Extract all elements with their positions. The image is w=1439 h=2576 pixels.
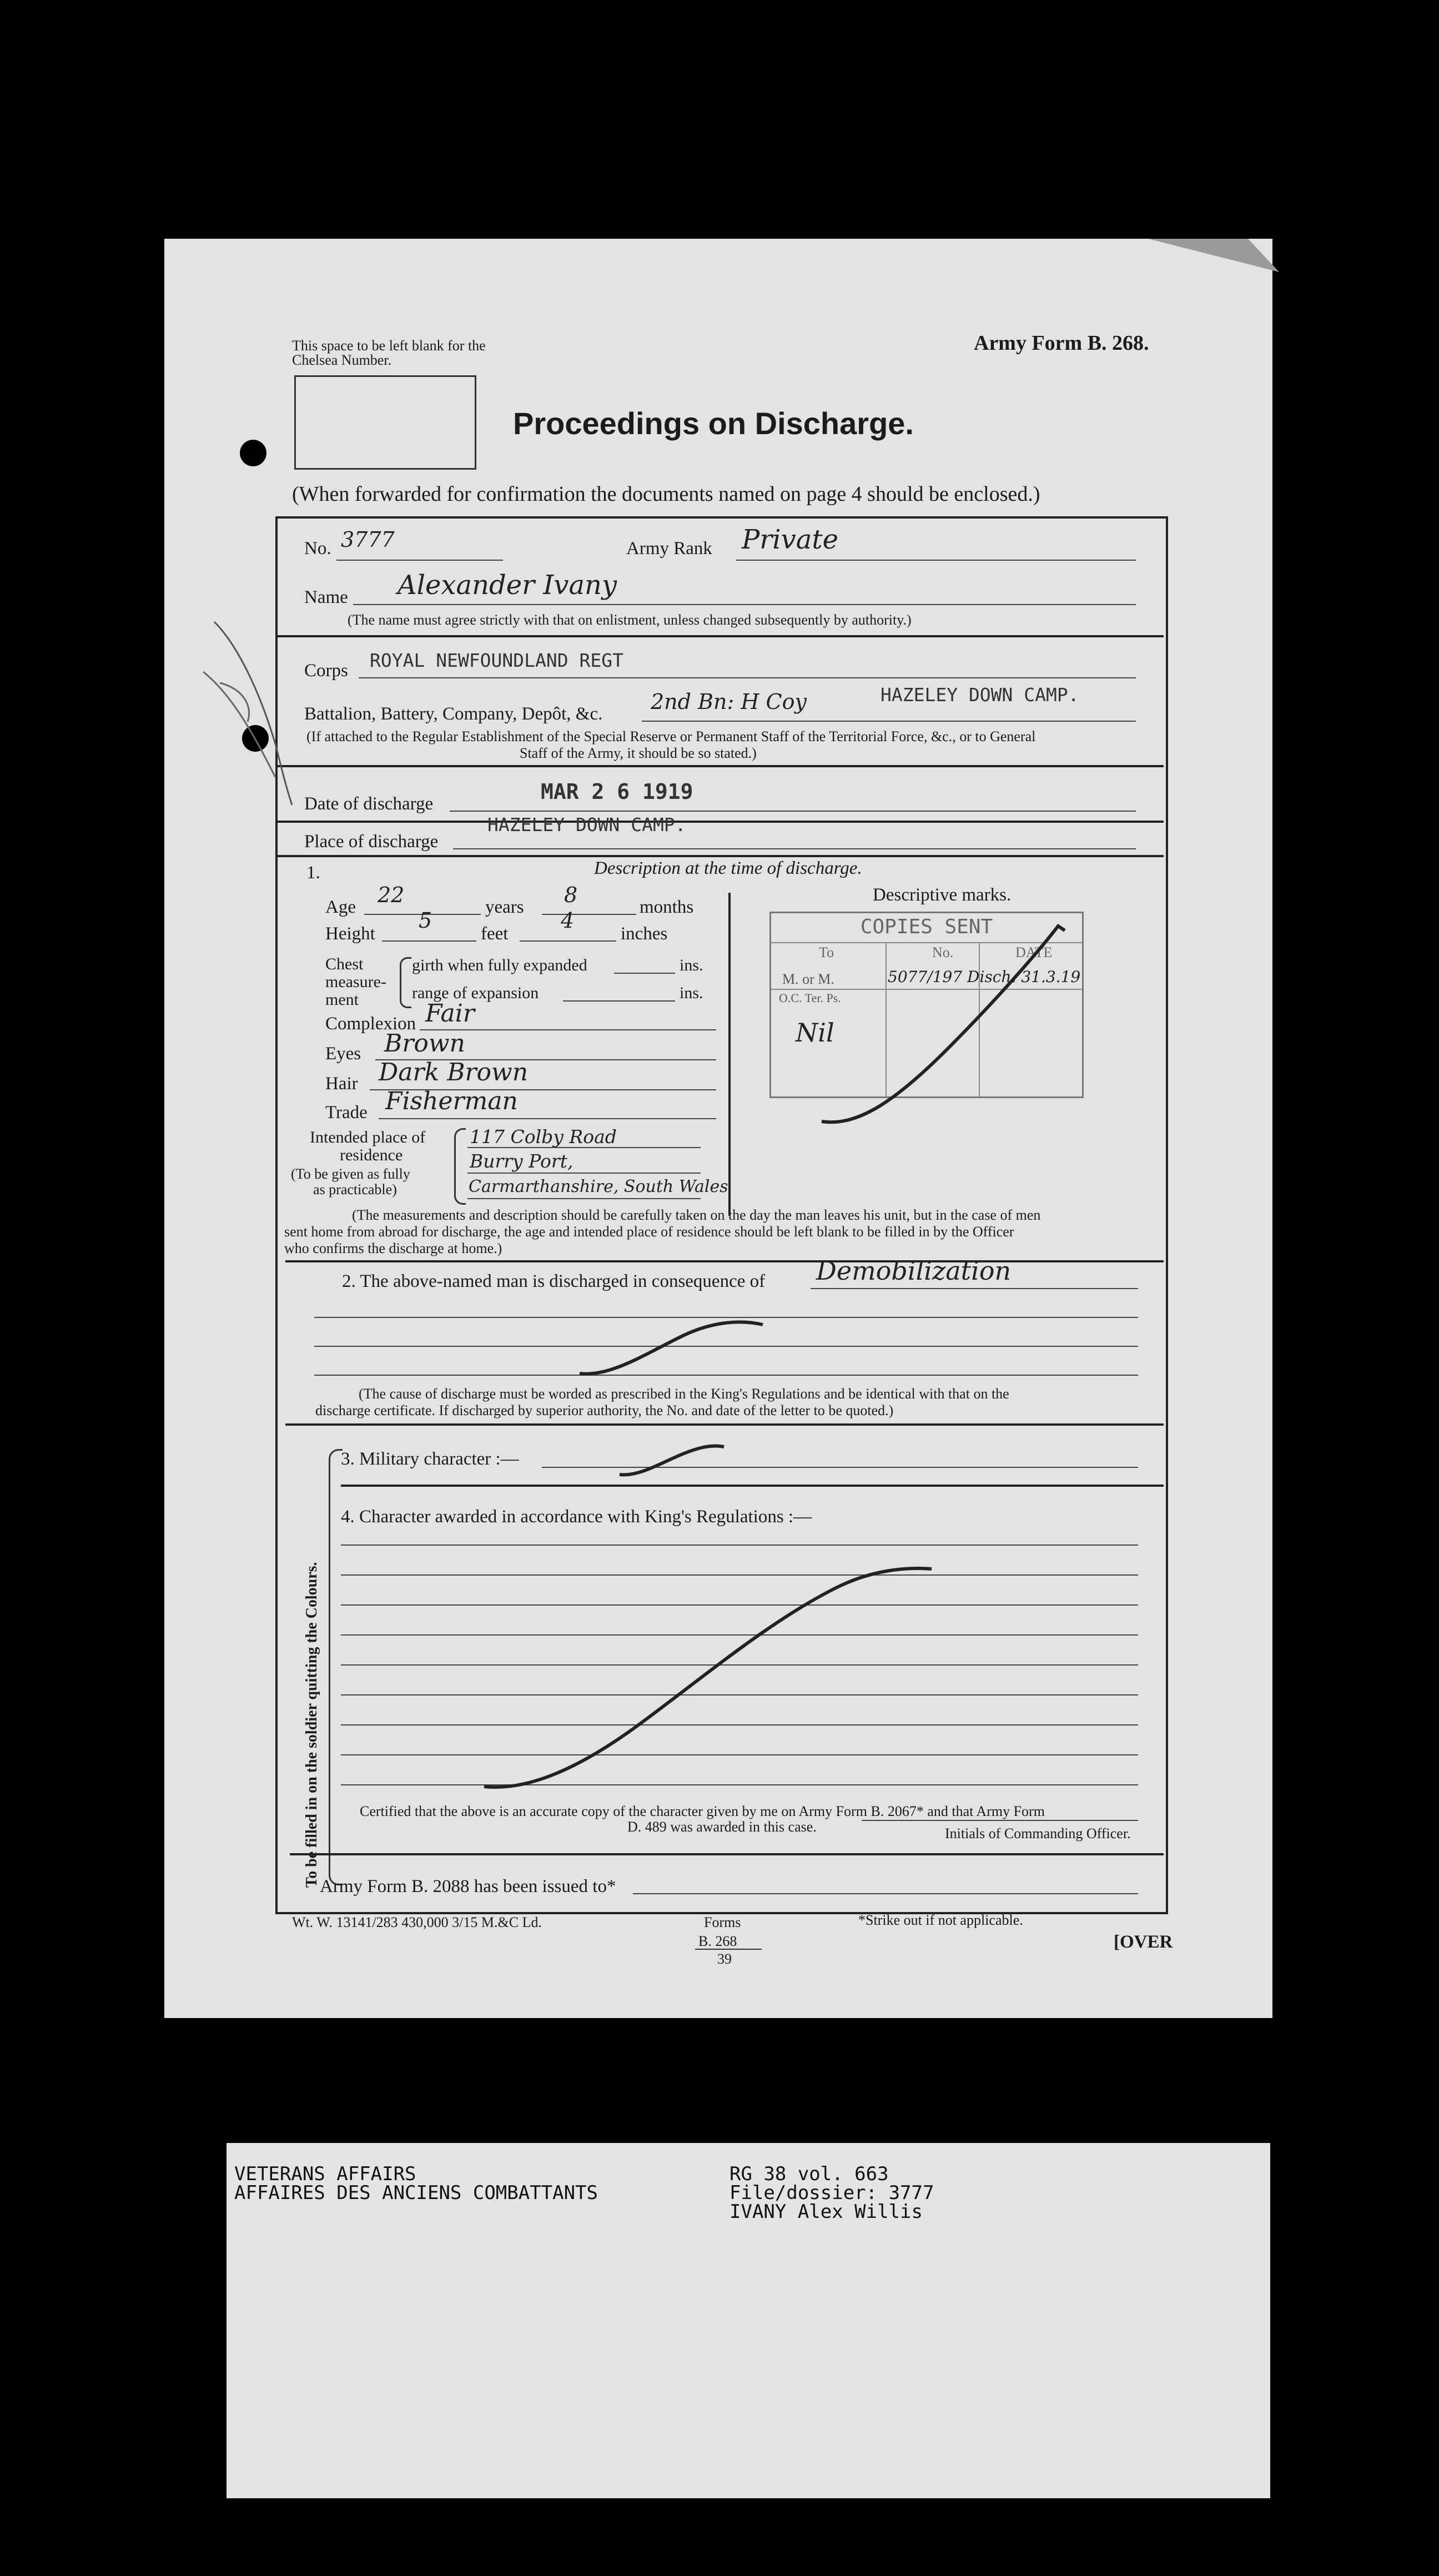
height-feet: 5 (419, 908, 432, 933)
section-1-number: 1. (306, 863, 320, 883)
copies-sent-title: COPIES SENT (860, 915, 993, 938)
hair-value: Dark Brown (379, 1058, 529, 1086)
stamp-col-no: No. (932, 944, 954, 960)
discharge-reason: Demobilization (816, 1256, 1012, 1286)
rule-2 (278, 765, 1164, 767)
enclosure-instruction: (When forwarded for confirmation the documents named on page 4 should be enclosed.) (292, 482, 1040, 506)
hair-label: Hair (325, 1074, 358, 1094)
discharge-date-stamp: MAR 2 6 1919 (541, 779, 693, 804)
side-label: To be filled in on the soldier quitting the Colours. (303, 1562, 320, 1888)
eyes-label: Eyes (325, 1044, 361, 1064)
discharge-form-page (164, 239, 1272, 2018)
battalion-note-2: Staff of the Army, it should be so stated.) (520, 745, 757, 761)
over-marker: [OVER (1114, 1932, 1173, 1952)
eyes-value: Brown (384, 1029, 465, 1058)
rule-1 (278, 635, 1164, 637)
chest-brace (400, 957, 411, 1008)
section-4-text: 4. Character awarded in accordance with King's Regulations :— (341, 1507, 812, 1527)
initials-label: Initials of Commanding Officer. (945, 1825, 1131, 1842)
certification-2: D. 489 was awarded in this case. (627, 1819, 817, 1835)
chest-label-2: measure- (325, 973, 386, 991)
stamp-row2-label: O.C. Ter. Ps. (779, 991, 841, 1005)
section-1-heading: Description at the time of discharge. (594, 858, 862, 878)
chest-label-3: ment (325, 990, 359, 1009)
residence-line-3: Carmarthanshire, South Wales (469, 1177, 728, 1196)
discharge-place-stamp: HAZELEY DOWN CAMP. (487, 814, 686, 836)
forms-label-2: B. 268 (698, 1933, 737, 1949)
trade-label: Trade (325, 1103, 368, 1123)
rank-label: Army Rank (626, 539, 712, 559)
chelsea-note: This space to be left blank for the Chelsea Number. (292, 338, 486, 368)
forms-label-3: 39 (717, 1951, 732, 1967)
months-label: months (640, 897, 694, 917)
name-note: (The name must agree strictly with that on enlistment, unless changed subsequently by authority.) (348, 612, 912, 628)
residence-label-2: residence (340, 1146, 403, 1164)
file-number: File/dossier: 3777 (729, 2182, 934, 2204)
battalion-note-1: (If attached to the Regular Establishment of the Special Reserve or Permanent Staff of the Territorial Force, &c., or to General (306, 728, 1036, 744)
height-inches: 4 (561, 908, 575, 933)
descriptive-marks-label: Descriptive marks. (873, 885, 1012, 905)
girth-line (614, 973, 675, 974)
residence-rule-2 (467, 1173, 701, 1174)
strike-note: *Strike out if not applicable. (858, 1912, 1023, 1928)
complexion-label: Complexion (325, 1014, 416, 1034)
stamp-row1-label: M. or M. (782, 971, 834, 987)
dept-english: VETERANS AFFAIRS (234, 2163, 416, 2185)
initials-line (862, 1820, 1138, 1821)
certification-1: Certified that the above is an accurate copy of the character given by me on Army Form B. 2067* and that Army Form (360, 1803, 1045, 1819)
regimental-number: 3777 (341, 527, 395, 552)
years-label: years (485, 897, 524, 917)
issued-text: Army Form B. 2088 has been issued to* (320, 1876, 616, 1896)
girth-label: girth when fully expanded (412, 956, 587, 974)
residence-brace (454, 1128, 466, 1205)
issued-line (633, 1893, 1138, 1894)
battalion-line (642, 721, 1136, 722)
residence-line-1: 117 Colby Road (470, 1126, 617, 1148)
dept-french: AFFAIRES DES ANCIENS COMBATTANTS (234, 2182, 598, 2204)
discharge-date-line (450, 811, 1136, 812)
rank-value: Private (742, 524, 839, 555)
rule-6 (285, 1423, 1164, 1426)
residence-line-2: Burry Port, (470, 1150, 573, 1172)
stamp-col-date: DATE (1015, 944, 1053, 960)
page-corner-curl (1148, 233, 1281, 294)
trade-value: Fisherman (385, 1087, 518, 1115)
height-feet-line (382, 940, 476, 942)
section-2-strikethrough (577, 1316, 766, 1382)
age-years: 22 (378, 883, 405, 907)
range-label: range of expansion (412, 984, 539, 1002)
discharge-place-label: Place of discharge (304, 832, 439, 852)
reason-line (811, 1288, 1138, 1289)
rank-line (736, 560, 1136, 561)
range-ins: ins. (680, 984, 703, 1002)
record-group: RG 38 vol. 663 (729, 2163, 889, 2185)
stamp-col-to: To (819, 944, 834, 960)
no-label: No. (304, 539, 331, 559)
battalion-label: Battalion, Battery, Company, Depôt, &c. (304, 704, 603, 724)
battalion-value: 2nd Bn: H Coy (651, 690, 807, 714)
rule-7 (341, 1485, 1164, 1487)
range-line (563, 1000, 675, 1002)
residence-rule-3 (467, 1198, 701, 1199)
rule-5 (285, 1260, 1164, 1262)
form-title: Proceedings on Discharge. (513, 406, 914, 441)
section-2-note-2: discharge certificate. If discharged by superior authority, the No. and date of the letter to be quoted.) (315, 1402, 894, 1418)
residence-label-1: Intended place of (310, 1128, 426, 1146)
no-line (336, 560, 503, 561)
corps-label: Corps (304, 661, 348, 681)
residence-label-3: (To be given as fully (291, 1166, 410, 1182)
trade-line (379, 1118, 716, 1119)
rule-4 (278, 855, 1164, 857)
chest-label-1: Chest (325, 955, 364, 973)
section-1-note-1: (The measurements and description should be carefully taken on the day the man leaves his unit, but in the case of men (352, 1207, 1041, 1223)
residence-label-4: as practicable) (313, 1181, 397, 1198)
forms-fraction-bar (695, 1949, 762, 1950)
corps-line (359, 677, 1136, 678)
height-inches-line (520, 940, 616, 942)
archive-label-card (227, 2143, 1270, 2498)
binder-hole-upper (240, 440, 266, 466)
age-label: Age (325, 897, 356, 917)
discharge-place-line (453, 848, 1136, 849)
person-name: IVANY Alex Willis (729, 2201, 923, 2223)
girth-ins: ins. (680, 956, 703, 974)
forms-label-1: Forms (704, 1914, 741, 1930)
age-months-line (542, 914, 636, 915)
section-1-divider (728, 893, 731, 1216)
stamp-row1-entry: 5077/197 Disch. 31.3.19 (888, 968, 1081, 986)
section-1-note-3: who confirms the discharge at home.) (284, 1240, 502, 1256)
section-2-note-1: (The cause of discharge must be worded as prescribed in the King's Regulations and be identical with that on the (359, 1386, 1009, 1402)
stamp-nil: Nil (796, 1018, 834, 1048)
rule-3 (278, 821, 1164, 823)
section-4-strikethrough (481, 1554, 936, 1799)
section-3-strikethrough (617, 1438, 728, 1482)
complexion-value: Fair (425, 999, 475, 1028)
discharge-date-label: Date of discharge (304, 794, 434, 814)
battalion-stamp: HAZELEY DOWN CAMP. (880, 684, 1079, 706)
section-1-note-2: sent home from abroad for discharge, the age and intended place of residence should be left blank to be filled in by the Officer (284, 1224, 1014, 1240)
section-2-text: 2. The above-named man is discharged in consequence of (342, 1271, 766, 1291)
inches-label: inches (621, 924, 668, 944)
name-line (353, 604, 1136, 605)
chelsea-number-box (294, 375, 476, 470)
name-value: Alexander Ivany (398, 570, 617, 601)
descriptive-marks-strikethrough (814, 916, 1069, 1133)
form-id: Army Form B. 268. (974, 331, 1149, 355)
residence-rule-1 (467, 1147, 701, 1148)
printer-line: Wt. W. 13141/283 430,000 3/15 M.&C Ld. (292, 1914, 542, 1930)
rule-8 (290, 1853, 1164, 1855)
feet-label: feet (481, 924, 509, 944)
height-label: Height (325, 924, 375, 944)
section-4-line-1 (341, 1544, 1138, 1546)
section-3-text: 3. Military character :— (341, 1449, 519, 1469)
corps-stamp: ROYAL NEWFOUNDLAND REGT (370, 650, 623, 671)
name-label: Name (304, 587, 348, 607)
margin-pencil-mark (192, 611, 303, 811)
age-months: 8 (564, 883, 578, 907)
